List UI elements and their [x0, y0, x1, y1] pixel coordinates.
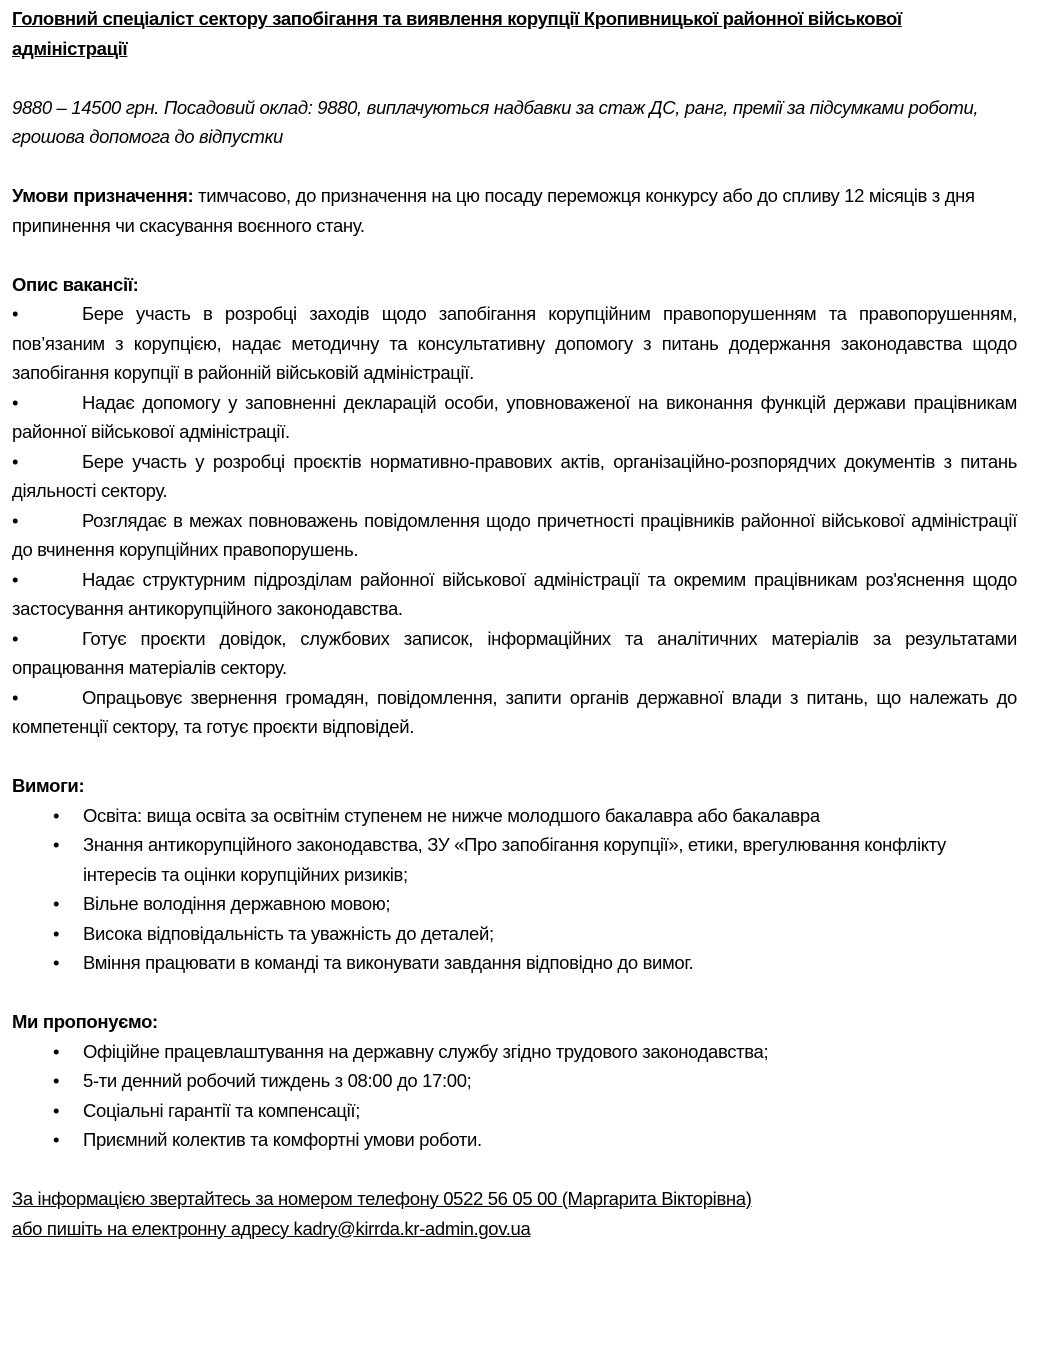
bullet-icon: • — [53, 952, 60, 973]
requirement-item — [12, 919, 1017, 949]
contact-email[interactable]: або пишіть на електронну адресу kadry@kirrda.kr-admin.gov.ua — [12, 1217, 531, 1239]
bullet-icon: • — [12, 568, 19, 590]
requirement-item — [12, 830, 1017, 889]
bullet-icon: • — [53, 1040, 60, 1062]
offer-item — [12, 1066, 1017, 1096]
requirement-text: Вільне володіння державною мовою; — [83, 893, 391, 914]
offer-item — [12, 1096, 1017, 1126]
description-item-text: Надає допомогу у заповненні декларацій особи, уповноваженої на виконання функцій держави працівникам районної військової адміністрації. — [12, 391, 1017, 442]
bullet-icon: • — [53, 1070, 60, 1091]
requirement-item — [12, 889, 1017, 919]
description-item — [12, 299, 1017, 388]
description-item-text: Опрацьовує звернення громадян, повідомлення, запити органів державної влади з питань, що належать до компетенції сектору, та готує проєкти відповідей. — [12, 686, 1017, 737]
description-item-text: Бере участь у розробці проєктів нормативно-правових актів, організаційно-розпорядчих документів з питань діяльності сектору. — [12, 450, 1017, 501]
contact-phone: За інформацією звертайтесь за номером телефону 0522 56 05 00 (Маргарита Вікторівна) — [12, 1188, 752, 1209]
bullet-icon: • — [53, 804, 60, 826]
conditions-label: Умови призначення: — [12, 185, 194, 206]
vacancy-title: Головний спеціаліст сектору запобігання та виявлення корупції Кропивницької районної військової адміністрації — [12, 8, 902, 59]
bullet-icon: • — [53, 1099, 60, 1121]
spacer — [12, 1155, 1017, 1185]
spacer — [12, 978, 1017, 1008]
offer-heading: Ми пропонуємо: — [12, 1011, 158, 1032]
offer-item — [12, 1125, 1017, 1155]
bullet-icon: • — [12, 450, 19, 472]
description-item — [12, 683, 1017, 742]
description-item — [12, 565, 1017, 624]
appointment-conditions — [12, 181, 1017, 240]
bullet-icon: • — [12, 686, 19, 708]
requirement-text: Знання антикорупційного законодавства, ЗУ «Про запобігання корупції», етики, врегулювання конфлікту інтересів та оцінки корупційних ризиків; — [83, 834, 946, 885]
requirement-text: Освіта: вища освіта за освітнім ступенем не нижче молодшого бакалавра або бакалавра — [83, 804, 820, 826]
description-item-text: Надає структурним підрозділам районної військової адміністрації та окремим працівникам роз'яснення щодо застосування антикорупційного законодавства. — [12, 568, 1017, 619]
spacer — [12, 152, 1017, 182]
conditions-text: тимчасово, до призначення на цю посаду переможця конкурсу або до спливу 12 місяців з дня припинення чи скасування воєнного стану. — [12, 185, 975, 236]
offer-text: 5-ти денний робочий тиждень з 08:00 до 17:00; — [83, 1070, 472, 1091]
bullet-icon: • — [53, 834, 60, 855]
requirement-text: Вміння працювати в команді та виконувати завдання відповідно до вимог. — [83, 952, 694, 973]
bullet-icon: • — [53, 893, 60, 914]
offer-text: Офіційне працевлаштування на державну службу згідно трудового законодавства; — [83, 1040, 769, 1062]
requirement-item — [12, 801, 1017, 831]
bullet-icon: • — [53, 922, 60, 944]
bullet-icon: • — [53, 1129, 60, 1150]
requirements-heading: Вимоги: — [12, 775, 85, 796]
description-item-text: Бере участь в розробці заходів щодо запобігання корупційним правопорушенням та правопорушенням, пов’язаним з корупцією, надає методичну та консультативну допомогу з питань додержання законодавства щодо запобігання корупції в районній військовій адміністрації. — [12, 303, 1017, 383]
bullet-icon: • — [12, 303, 19, 324]
bullet-icon: • — [12, 627, 19, 649]
description-item — [12, 447, 1017, 506]
description-item-text: Готує проєкти довідок, службових записок, інформаційних та аналітичних матеріалів за результатами опрацювання матеріалів сектору. — [12, 627, 1017, 678]
offer-item — [12, 1037, 1017, 1067]
spacer — [12, 742, 1017, 772]
description-list — [12, 299, 1017, 742]
bullet-icon: • — [12, 391, 19, 413]
description-item — [12, 388, 1017, 447]
description-item — [12, 506, 1017, 565]
offer-text: Соціальні гарантії та компенсації; — [83, 1099, 360, 1121]
bullet-icon: • — [12, 509, 19, 531]
offer-list — [12, 1037, 1017, 1155]
requirement-item — [12, 948, 1017, 978]
description-item-text: Розглядає в межах повноважень повідомлення щодо причетності працівників районної військової адміністрації до вчинення корупційних правопорушень. — [12, 509, 1017, 560]
salary-info: 9880 – 14500 грн. Посадовий оклад: 9880, виплачуються надбавки за стаж ДС, ранг, премії за підсумками роботи, грошова допомога до відпустки — [12, 96, 979, 147]
offer-text: Приємний колектив та комфортні умови роботи. — [83, 1129, 482, 1150]
requirement-text: Висока відповідальність та уважність до деталей; — [83, 922, 494, 944]
description-item — [12, 624, 1017, 683]
requirements-list — [12, 801, 1017, 978]
spacer — [12, 240, 1017, 270]
description-heading: Опис вакансії: — [12, 273, 139, 295]
